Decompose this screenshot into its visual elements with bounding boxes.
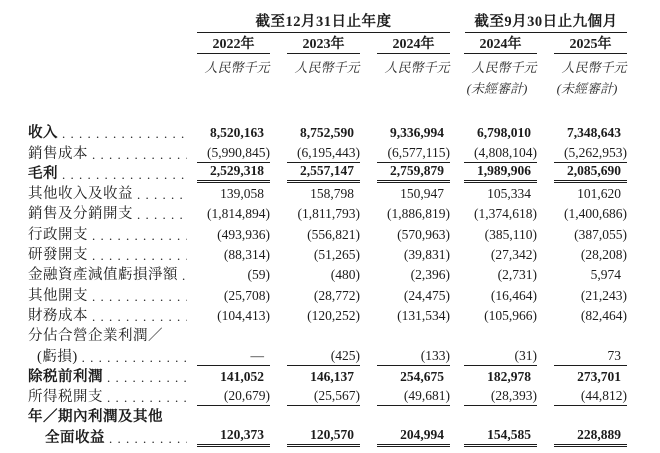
label-cell xyxy=(28,205,197,223)
label-cell xyxy=(28,124,197,142)
value-cell xyxy=(270,426,360,447)
value-cell xyxy=(360,144,450,163)
table-row xyxy=(0,244,660,264)
label-cell xyxy=(28,226,197,244)
value-cell xyxy=(537,205,627,223)
value: (104,413) xyxy=(217,307,270,323)
value: 73 xyxy=(554,347,627,366)
value: 6,798,010 xyxy=(477,125,531,141)
value-cell xyxy=(270,266,360,284)
value: 273,701 xyxy=(577,368,621,384)
row-label: 研發開支 xyxy=(28,247,88,264)
unit-cell xyxy=(544,60,634,79)
note-cell xyxy=(270,81,360,100)
year-header: 2024年 xyxy=(464,37,537,54)
value: 182,978 xyxy=(487,368,531,384)
header-gap xyxy=(450,14,465,33)
value-cell xyxy=(197,387,270,406)
value-cell xyxy=(360,266,450,284)
table-row xyxy=(0,142,660,162)
value: 105,334 xyxy=(487,186,531,202)
row-label: 其他開支 xyxy=(28,287,88,304)
value-cell xyxy=(450,266,537,284)
value: (1,374,618) xyxy=(474,206,537,222)
year-header: 2023年 xyxy=(287,37,360,54)
dot-leader xyxy=(182,267,187,284)
value: (28,393) xyxy=(464,387,537,406)
value: 2,529,318 xyxy=(197,162,270,183)
value-cell xyxy=(360,368,450,386)
value-cell xyxy=(537,368,627,386)
value-cell xyxy=(197,426,270,447)
note-cell xyxy=(197,81,270,100)
value-cell xyxy=(197,266,270,284)
value-cell xyxy=(450,246,537,264)
row-label: 全面收益 xyxy=(45,429,105,446)
year-header-cell xyxy=(450,37,537,56)
label-cell xyxy=(28,368,197,386)
note-cell xyxy=(360,81,450,100)
value-cell xyxy=(197,185,270,203)
value-cell xyxy=(270,307,360,325)
value: (556,821) xyxy=(307,226,360,242)
value xyxy=(287,344,360,345)
dot-leader xyxy=(137,206,187,223)
unit-label: 人民幣千元 xyxy=(561,60,627,75)
value: (31) xyxy=(464,347,537,366)
value-cell xyxy=(270,344,360,345)
value-cell xyxy=(360,387,450,406)
table-row xyxy=(0,305,660,325)
value-cell xyxy=(360,426,450,447)
table-row xyxy=(0,122,660,142)
value: (6,577,115) xyxy=(377,144,450,163)
value-cell xyxy=(197,246,270,264)
value: (5,990,845) xyxy=(197,144,270,163)
value: 5,974 xyxy=(590,267,621,283)
value-cell xyxy=(270,162,360,183)
value: (28,208) xyxy=(580,247,627,263)
dot-leader xyxy=(62,166,187,183)
value-cell xyxy=(270,185,360,203)
value-cell xyxy=(360,162,450,183)
table-row xyxy=(0,345,660,365)
value: 2,759,879 xyxy=(377,162,450,183)
year-header: 2022年 xyxy=(197,37,270,54)
value: (28,772) xyxy=(313,287,360,303)
value: 8,752,590 xyxy=(300,125,354,141)
value: (2,731) xyxy=(497,267,537,283)
unaudited-note: (未經審計) xyxy=(556,81,618,96)
table-row xyxy=(0,386,660,406)
value-cell xyxy=(197,205,270,223)
table-row xyxy=(0,203,660,223)
year-header: 2024年 xyxy=(377,37,450,54)
label-cell xyxy=(28,307,197,325)
value-cell xyxy=(360,226,450,244)
value: (27,342) xyxy=(490,247,537,263)
value: 2,557,147 xyxy=(287,162,360,183)
value: 141,052 xyxy=(220,368,264,384)
value-cell xyxy=(270,226,360,244)
value-cell xyxy=(450,387,537,406)
value: 2,085,690 xyxy=(554,162,627,183)
row-label: 分佔合營企業利潤／ xyxy=(28,328,163,345)
value-cell xyxy=(360,287,450,305)
group-header-interim: 截至9月30日止九個月 xyxy=(465,14,627,33)
label-cell xyxy=(28,429,197,447)
value-cell xyxy=(450,205,537,223)
value-cell xyxy=(270,387,360,406)
header-spacer xyxy=(28,60,197,79)
year-header-cell xyxy=(270,37,360,56)
value-cell xyxy=(450,347,537,366)
value-cell xyxy=(537,287,627,305)
value-cell xyxy=(537,185,627,203)
value-cell xyxy=(450,162,537,183)
row-label: 金融資產減值虧損淨額 xyxy=(28,267,178,284)
row-label: 毛利 xyxy=(28,165,58,182)
table-row xyxy=(0,183,660,203)
value: 120,570 xyxy=(287,426,360,447)
value-cell xyxy=(360,124,450,142)
value: 154,585 xyxy=(464,426,537,447)
value: 158,798 xyxy=(310,186,354,202)
value: (131,534) xyxy=(397,307,450,323)
value: (1,886,819) xyxy=(387,206,450,222)
dot-leader xyxy=(92,308,187,325)
unit-cell xyxy=(367,60,457,79)
value: 228,889 xyxy=(554,426,627,447)
dot-leader xyxy=(92,227,187,244)
year-header-cell xyxy=(197,37,270,56)
dot-leader xyxy=(107,389,187,406)
value xyxy=(464,344,537,345)
value: (1,814,894) xyxy=(207,206,270,222)
label-cell xyxy=(28,327,197,345)
unit-cell xyxy=(457,60,544,79)
unit-cell xyxy=(277,60,367,79)
value: — xyxy=(197,347,270,366)
unit-label: 人民幣千元 xyxy=(471,60,537,75)
value-cell xyxy=(360,307,450,325)
value-cell xyxy=(197,307,270,325)
dot-leader xyxy=(62,125,187,142)
value-cell xyxy=(360,205,450,223)
value-cell xyxy=(537,387,627,406)
value-cell xyxy=(270,205,360,223)
label-cell xyxy=(28,348,197,366)
value: (20,679) xyxy=(197,387,270,406)
value-cell xyxy=(270,124,360,142)
unit-cell xyxy=(197,60,277,79)
value: (49,681) xyxy=(377,387,450,406)
row-label: (虧損) xyxy=(37,348,78,365)
value: 204,994 xyxy=(377,426,450,447)
value-cell xyxy=(197,368,270,386)
group-header-row xyxy=(0,14,660,33)
label-cell xyxy=(28,287,197,305)
value: 1,989,906 xyxy=(464,162,537,183)
year-header-cell xyxy=(360,37,450,56)
unaudited-note: (未經審計) xyxy=(466,81,528,96)
value-cell xyxy=(360,185,450,203)
label-cell xyxy=(28,165,197,183)
value: 120,373 xyxy=(197,426,270,447)
note-cell xyxy=(450,81,537,100)
value: (105,966) xyxy=(484,307,537,323)
value-cell xyxy=(450,144,537,163)
table-row xyxy=(0,406,660,426)
value-cell xyxy=(537,226,627,244)
table-row xyxy=(0,163,660,183)
label-cell xyxy=(28,145,197,163)
dot-leader xyxy=(137,186,187,203)
table-row xyxy=(0,426,660,446)
value: (387,055) xyxy=(574,226,627,242)
value-cell xyxy=(197,162,270,183)
value: 8,520,163 xyxy=(210,125,264,141)
value: 150,947 xyxy=(400,186,444,202)
header-spacer xyxy=(28,14,197,33)
value-cell xyxy=(360,344,450,345)
label-cell xyxy=(28,408,197,426)
value: (6,195,443) xyxy=(287,144,360,163)
note-cell xyxy=(537,81,627,100)
row-label: 行政開支 xyxy=(28,226,88,243)
table-row xyxy=(0,223,660,243)
value: 254,675 xyxy=(400,368,444,384)
value: 139,058 xyxy=(220,186,264,202)
row-label: 財務成本 xyxy=(28,307,88,324)
label-cell xyxy=(28,388,197,406)
table-row xyxy=(0,325,660,345)
label-cell xyxy=(28,185,197,203)
value-cell xyxy=(450,368,537,386)
table-body xyxy=(0,122,660,447)
value: (39,831) xyxy=(403,247,450,263)
value-cell xyxy=(450,226,537,244)
value: (120,252) xyxy=(307,307,360,323)
value: (25,708) xyxy=(223,287,270,303)
value-cell xyxy=(360,246,450,264)
value-cell xyxy=(197,124,270,142)
value: (16,464) xyxy=(490,287,537,303)
table-row xyxy=(0,264,660,284)
header-spacer xyxy=(28,37,197,56)
value: (59) xyxy=(247,267,270,283)
value-cell xyxy=(537,266,627,284)
value: 146,137 xyxy=(310,368,354,384)
table-row xyxy=(0,284,660,304)
value-cell xyxy=(537,162,627,183)
group-header-annual: 截至12月31日止年度 xyxy=(197,14,450,33)
year-header: 2025年 xyxy=(554,37,627,54)
row-label: 年／期內利潤及其他 xyxy=(28,409,163,426)
row-label: 收入 xyxy=(28,125,58,142)
value-cell xyxy=(537,246,627,264)
value-cell xyxy=(450,185,537,203)
value: (570,963) xyxy=(397,226,450,242)
dot-leader xyxy=(92,146,187,163)
dot-leader xyxy=(107,369,187,386)
value: 101,620 xyxy=(577,186,621,202)
row-label: 銷售及分銷開支 xyxy=(28,206,133,223)
value: (88,314) xyxy=(223,247,270,263)
table-row xyxy=(0,366,660,386)
row-label: 所得税開支 xyxy=(28,389,103,406)
value-cell xyxy=(537,426,627,447)
value-cell xyxy=(197,347,270,366)
value-cell xyxy=(197,144,270,163)
row-label: 銷售成本 xyxy=(28,145,88,162)
value-cell xyxy=(537,344,627,345)
value: 7,348,643 xyxy=(567,125,621,141)
row-label: 除税前利潤 xyxy=(28,368,103,385)
value: (21,243) xyxy=(580,287,627,303)
value: (25,567) xyxy=(287,387,360,406)
value-cell xyxy=(450,287,537,305)
value: (24,475) xyxy=(403,287,450,303)
value xyxy=(554,344,627,345)
dot-leader xyxy=(92,247,187,264)
label-cell xyxy=(28,246,197,264)
value: (4,808,104) xyxy=(464,144,537,163)
value-cell xyxy=(270,347,360,366)
value: (2,396) xyxy=(410,267,450,283)
value: (385,110) xyxy=(484,226,537,242)
value-cell xyxy=(270,144,360,163)
value: (44,812) xyxy=(554,387,627,406)
value-cell xyxy=(450,344,537,345)
value: 9,336,994 xyxy=(390,125,444,141)
value-cell xyxy=(450,426,537,447)
year-header-cell xyxy=(537,37,627,56)
value-cell xyxy=(360,347,450,366)
value: (5,262,953) xyxy=(554,144,627,163)
value-cell xyxy=(537,124,627,142)
header-spacer xyxy=(28,81,197,100)
value-cell xyxy=(197,344,270,345)
value: (493,936) xyxy=(217,226,270,242)
value-cell xyxy=(270,246,360,264)
value: (425) xyxy=(287,347,360,366)
value: (480) xyxy=(330,267,360,283)
value-cell xyxy=(450,307,537,325)
dot-leader xyxy=(109,430,187,447)
value: (1,811,793) xyxy=(297,206,360,222)
dot-leader xyxy=(92,288,187,305)
value: (1,400,686) xyxy=(564,206,627,222)
value-cell xyxy=(197,226,270,244)
unit-row xyxy=(0,60,660,79)
value: (51,265) xyxy=(313,247,360,263)
unit-label: 人民幣千元 xyxy=(204,60,270,75)
value-cell xyxy=(270,368,360,386)
value: (82,464) xyxy=(580,307,627,323)
value-cell xyxy=(450,124,537,142)
dot-leader xyxy=(82,349,187,366)
value: (133) xyxy=(377,347,450,366)
year-header-row xyxy=(0,37,660,56)
value xyxy=(377,344,450,345)
value-cell xyxy=(270,287,360,305)
unit-label: 人民幣千元 xyxy=(294,60,360,75)
unit-label: 人民幣千元 xyxy=(384,60,450,75)
value-cell xyxy=(537,347,627,366)
unaudited-note-row xyxy=(0,81,660,100)
row-label: 其他收入及收益 xyxy=(28,186,133,203)
value-cell xyxy=(537,307,627,325)
value-cell xyxy=(537,144,627,163)
value-cell xyxy=(197,287,270,305)
label-cell xyxy=(28,266,197,284)
value xyxy=(197,344,270,345)
